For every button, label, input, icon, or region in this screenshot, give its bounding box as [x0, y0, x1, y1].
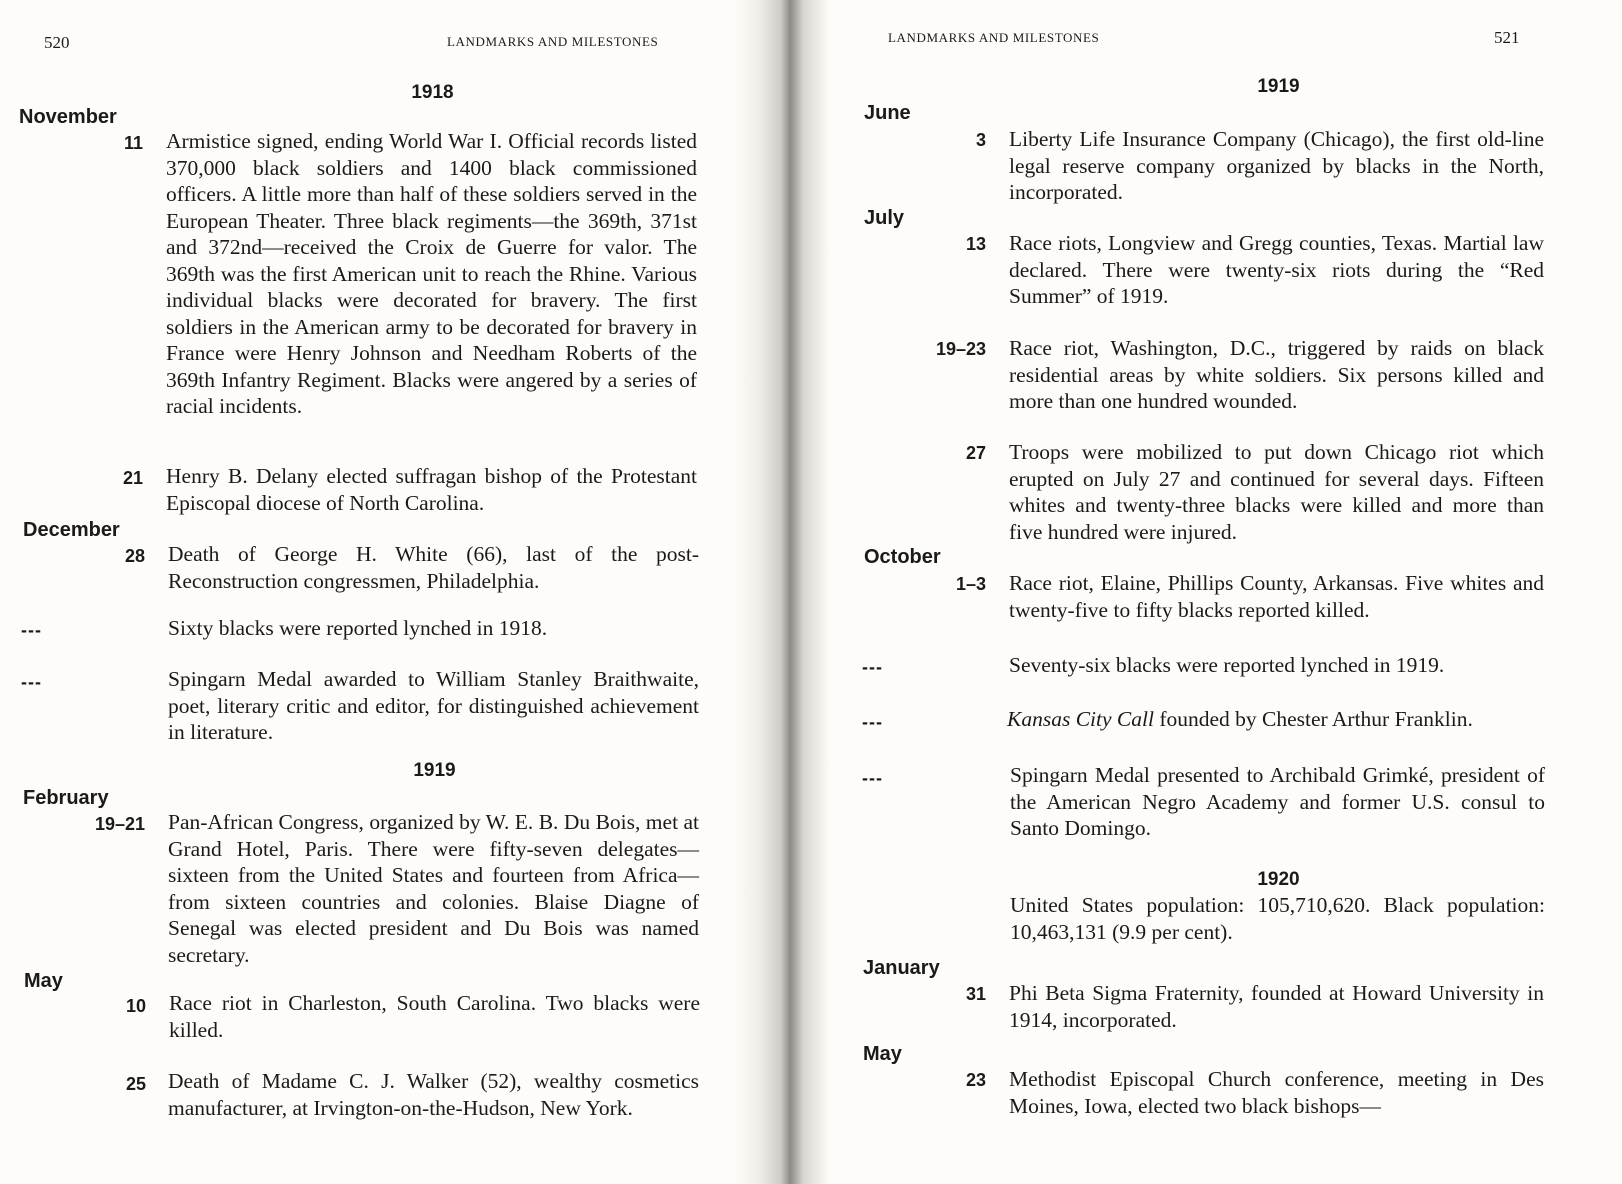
entry-jul-19-23: Race riot, Washington, D.C., triggered by raids on black residential areas by white soldiers. Six persons killed and more than one hundred wounded. [1009, 336, 1544, 413]
month-may: May [863, 1043, 902, 1065]
day-dec-28: 28 [124, 546, 145, 566]
entry-oct-1-3: Race riot, Elaine, Phillips County, Arkansas. Five whites and twenty-five to fifty blacks reported killed. [1009, 571, 1544, 622]
entry-lynchings-1918: Sixty blacks were reported lynched in 1918. [168, 616, 548, 640]
entry-may-23: Methodist Episcopal Church conference, meeting in Des Moines, Iowa, elected two black bishops— [1009, 1067, 1544, 1118]
page-number: 521 [1494, 28, 1520, 47]
entry-jun-3: Liberty Life Insurance Company (Chicago), the first old-line legal reserve company organized by blacks in the North, incorporated. [1009, 127, 1544, 204]
entry-population-1920: United States population: 105,710,620. Black population: 10,463,131 (9.9 per cent). [1010, 893, 1545, 944]
day-feb-19-21: 19–21 [94, 814, 145, 834]
month-july: July [864, 207, 905, 229]
entry-nov-21: Henry B. Delany elected suffragan bishop of the Protestant Episcopal diocese of North Carolina. [166, 464, 697, 515]
month-june: June [864, 102, 911, 124]
day-oct-1-3: 1–3 [955, 574, 986, 594]
day-nov-21: 21 [122, 468, 143, 488]
month-january: January [863, 957, 940, 979]
entry-lynchings-1919: Seventy-six blacks were reported lynched in 1919. [1009, 653, 1445, 677]
month-may: May [24, 970, 63, 992]
no-date-marker: --- [862, 712, 883, 732]
book-gutter-shadow [735, 0, 830, 1184]
no-date-marker: --- [862, 657, 883, 677]
day-may-25: 25 [125, 1074, 146, 1094]
month-october: October [864, 546, 941, 568]
page-number: 520 [44, 33, 70, 52]
day-may-23: 23 [965, 1070, 986, 1090]
entry-spingarn-1919: Spingarn Medal presented to Archibald Grimké, president of the American Negro Academy and former U.S. consul to Santo Domingo. [1010, 763, 1545, 840]
day-jan-31: 31 [965, 984, 986, 1004]
year-heading-1919: 1919 [413, 760, 456, 781]
year-heading-1918: 1918 [411, 82, 454, 103]
entry-jul-13: Race riots, Longview and Gregg counties, Texas. Martial law declared. There were twenty-six riots during the “Red Summer” of 1919. [1009, 231, 1544, 308]
entry-nov-11: Armistice signed, ending World War I. Official records listed 370,000 black soldiers and 1400 black commissioned officers. A little more than half of these soldiers served in the European Theater. Three black regiments—the 369th, 371st and 372nd—received the Croix de Guerre for valor. The 369th was the first American unit to reach the Rhine. Various individual blacks were decorated for bravery. The first soldiers in the American army to be decorated for bravery in France were Henry Johnson and Needham Roberts of the 369th Infantry Regiment. Blacks were angered by a series of racial incidents. [166, 129, 697, 418]
entry-jul-27: Troops were mobilized to put down Chicago riot which erupted on July 27 and continued for several days. Fifteen whites and twenty-three blacks were killed and more than five hundred were injured. [1009, 440, 1544, 544]
year-heading-1920: 1920 [1257, 869, 1300, 890]
month-february: February [23, 787, 109, 809]
day-jun-3: 3 [975, 130, 986, 150]
month-november: November [19, 106, 117, 128]
right-page [830, 0, 1622, 1184]
no-date-marker: --- [21, 672, 42, 692]
day-jul-27: 27 [965, 443, 986, 463]
day-nov-11: 11 [123, 133, 143, 153]
no-date-marker: --- [21, 620, 42, 640]
newspaper-title: Kansas City Call [1007, 707, 1154, 731]
month-december: December [23, 519, 120, 541]
entry-jan-31: Phi Beta Sigma Fraternity, founded at Howard University in 1914, incorporated. [1009, 981, 1544, 1032]
entry-may-10: Race riot in Charleston, South Carolina. Two blacks were killed. [169, 991, 700, 1042]
running-head: LANDMARKS AND MILESTONES [447, 34, 659, 49]
no-date-marker: --- [862, 768, 883, 788]
day-may-10: 10 [125, 996, 146, 1016]
left-page [0, 0, 740, 1184]
entry-spingarn-1918: Spingarn Medal awarded to William Stanley Braithwaite, poet, literary critic and editor, for distinguished achievement in literature. [168, 667, 699, 744]
day-jul-19-23: 19–23 [935, 339, 986, 359]
running-head: LANDMARKS AND MILESTONES [888, 30, 1100, 45]
entry-dec-28: Death of George H. White (66), last of the post-Reconstruction congressmen, Philadelphia. [168, 542, 699, 593]
year-heading-1919: 1919 [1257, 76, 1300, 97]
day-jul-13: 13 [965, 234, 986, 254]
entry-may-25: Death of Madame C. J. Walker (52), wealthy cosmetics manufacturer, at Irvington-on-the-Hudson, New York. [168, 1069, 699, 1120]
entry-kansas-city-call: Kansas City Call founded by Chester Arthur Franklin. [1007, 707, 1473, 731]
entry-feb-19-21: Pan-African Congress, organized by W. E. B. Du Bois, met at Grand Hotel, Paris. There were fifty-seven delegates—sixteen from the United States and fourteen from Africa—from sixteen countries and colonies. Blaise Diagne of Senegal was elected president and Du Bois was named secretary. [168, 810, 699, 967]
